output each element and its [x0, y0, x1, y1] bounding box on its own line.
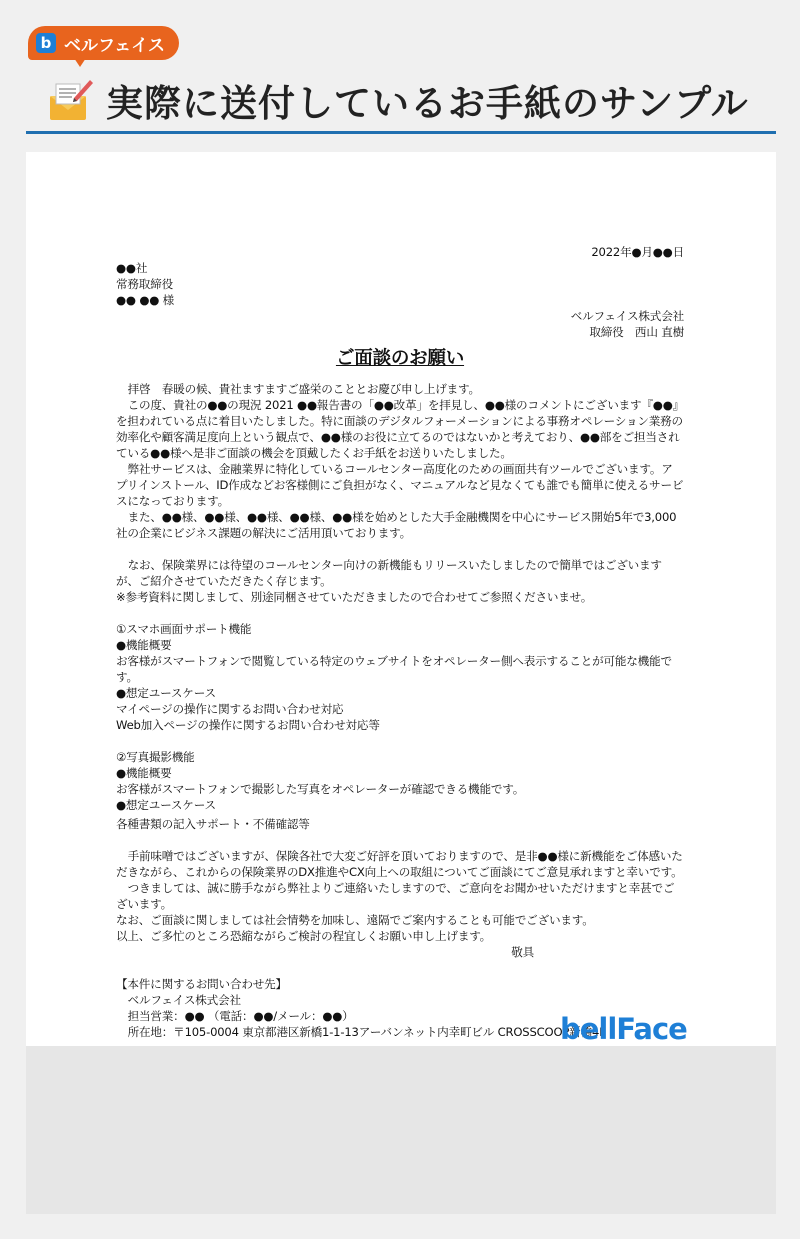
- recipient-title: 常務取締役: [116, 277, 173, 291]
- recipient-name: ●● ●● 様: [116, 293, 175, 307]
- feature-2-overview: お客様がスマートフォンで撮影した写真をオペレーターが確認できる機能です。: [116, 782, 525, 796]
- contact-address: 所在地：〒105-0004 東京都港区新橋1-1-13アーバンネット内幸町ビル CROSSCOOP新橋4F: [127, 1025, 606, 1039]
- badge-tail: [74, 58, 86, 67]
- request-paragraph: 手前味噌ではございますが、保険各社で大変ご好評を頂いておりますので、是非●●様に新機能をご体感いただきながら、これからの保険業界のDX推進やCX向上への取組についてご面談にてご意見承れますと幸いです。: [116, 849, 683, 879]
- contact-company: ベルフェイス株式会社: [127, 993, 241, 1007]
- feature-1-overview-label: ●機能概要: [116, 638, 172, 652]
- feature-1-title: ①スマホ画面サポート機能: [116, 622, 252, 636]
- contact-heading: 【本件に関するお問い合わせ先】: [116, 977, 287, 991]
- feature-2-overview-label: ●機能概要: [116, 766, 172, 780]
- bellface-logo: bellFace: [560, 1012, 687, 1046]
- header-divider: [26, 131, 776, 134]
- feature-1-usecase-label: ●想定ユースケース: [116, 686, 216, 700]
- remote-option-paragraph: なお、ご面談に関しましては社会情勢を加味し、遠隔でご案内することも可能でございます。: [116, 913, 594, 927]
- recipient-company: ●●社: [116, 261, 148, 275]
- sender-name: 取締役 西山 直樹: [589, 325, 684, 339]
- contact-person: 担当営業：●● （電話：●●/メール：●●）: [127, 1009, 354, 1023]
- feature-2-usecase-1: 各種書類の記入サポート・不備確認等: [116, 817, 310, 831]
- letter-body: [116, 244, 684, 1040]
- feature-1-overview: お客様がスマートフォンで閲覧している特定のウェブサイトをオペレーター側へ表示することが可能な機能です。: [116, 654, 672, 684]
- page-bottom-area: [26, 1046, 776, 1214]
- feature-1-usecase-1: マイページの操作に関するお問い合わせ対応: [116, 702, 344, 716]
- letter-page: [26, 152, 776, 1046]
- new-feature-paragraph: なお、保険業界には待望のコールセンター向けの新機能もリリースいたしましたので簡単ではございますが、ご紹介させていただきたく存じます。: [116, 558, 662, 588]
- letter-date: 2022年●月●●日: [591, 245, 684, 259]
- bellface-logo-icon: b: [36, 33, 56, 53]
- track-record-paragraph: また、●●様、●●様、●●様、●●様、●●様を始めとした大手金融機関を中心にサービス開始5年で3,000社の企業にビジネス課題の解決にご活用頂いております。: [116, 510, 677, 540]
- intro-paragraph: この度、貴社の●●の現況 2021 ●●報告書の「●●改革」を拝見し、●●様のコメントにございます『●●』を担われている点に着目いたしました。特に面談のデジタルフォーメーションによる事務オペレーション業務の効率化や顧客満足度向上という観点で、●●様のお役に立てるのではないかと考えており、●●部をご担当されている●●様へ是非ご面談の機会を頂戴したくお手紙をお送りいたしました。: [116, 398, 685, 460]
- closing-phrase: 敬具: [511, 945, 534, 959]
- sender-block: [116, 308, 684, 340]
- reference-note: ※参考資料に関しまして、別途同梱させていただきましたので合わせてご参照くださいませ。: [116, 590, 593, 604]
- closing-paragraph: 以上、ご多忙のところ恐縮ながらご検討の程宜しくお願い申し上げます。: [116, 929, 492, 943]
- feature-1-usecase-2: Web加入ページの操作に関するお問い合わせ対応等: [116, 718, 380, 732]
- page-title: 実際に送付しているお手紙のサンプル: [106, 82, 749, 125]
- recipient-block: [116, 260, 684, 308]
- sender-company: ベルフェイス株式会社: [570, 309, 684, 323]
- letter-subject: ご面談のお願い: [335, 348, 465, 369]
- service-paragraph: 弊社サービスは、金融業界に特化しているコールセンター高度化のための画面共有ツールでございます。アプリインストール、ID作成などお客様側にご負担がなく、マニュアルなど見なくても誰でも簡単に使えるサービスになっております。: [116, 462, 684, 508]
- feature-2-usecase-label: ●想定ユースケース: [116, 798, 216, 812]
- letter-envelope-icon: [46, 76, 94, 124]
- brand-badge: [28, 26, 179, 60]
- brand-badge-label: ベルフェイス: [64, 35, 165, 56]
- page-header: [46, 72, 786, 128]
- feature-2-title: ②写真撮影機能: [116, 750, 195, 764]
- greeting-paragraph: 拝啓 春暖の候、貴社ますますご盛栄のこととお慶び申し上げます。: [127, 382, 480, 396]
- contact-notice-paragraph: つきましては、誠に勝手ながら弊社よりご連絡いたしますので、ご意向をお聞かせいただけますと幸甚でございます。: [116, 881, 675, 911]
